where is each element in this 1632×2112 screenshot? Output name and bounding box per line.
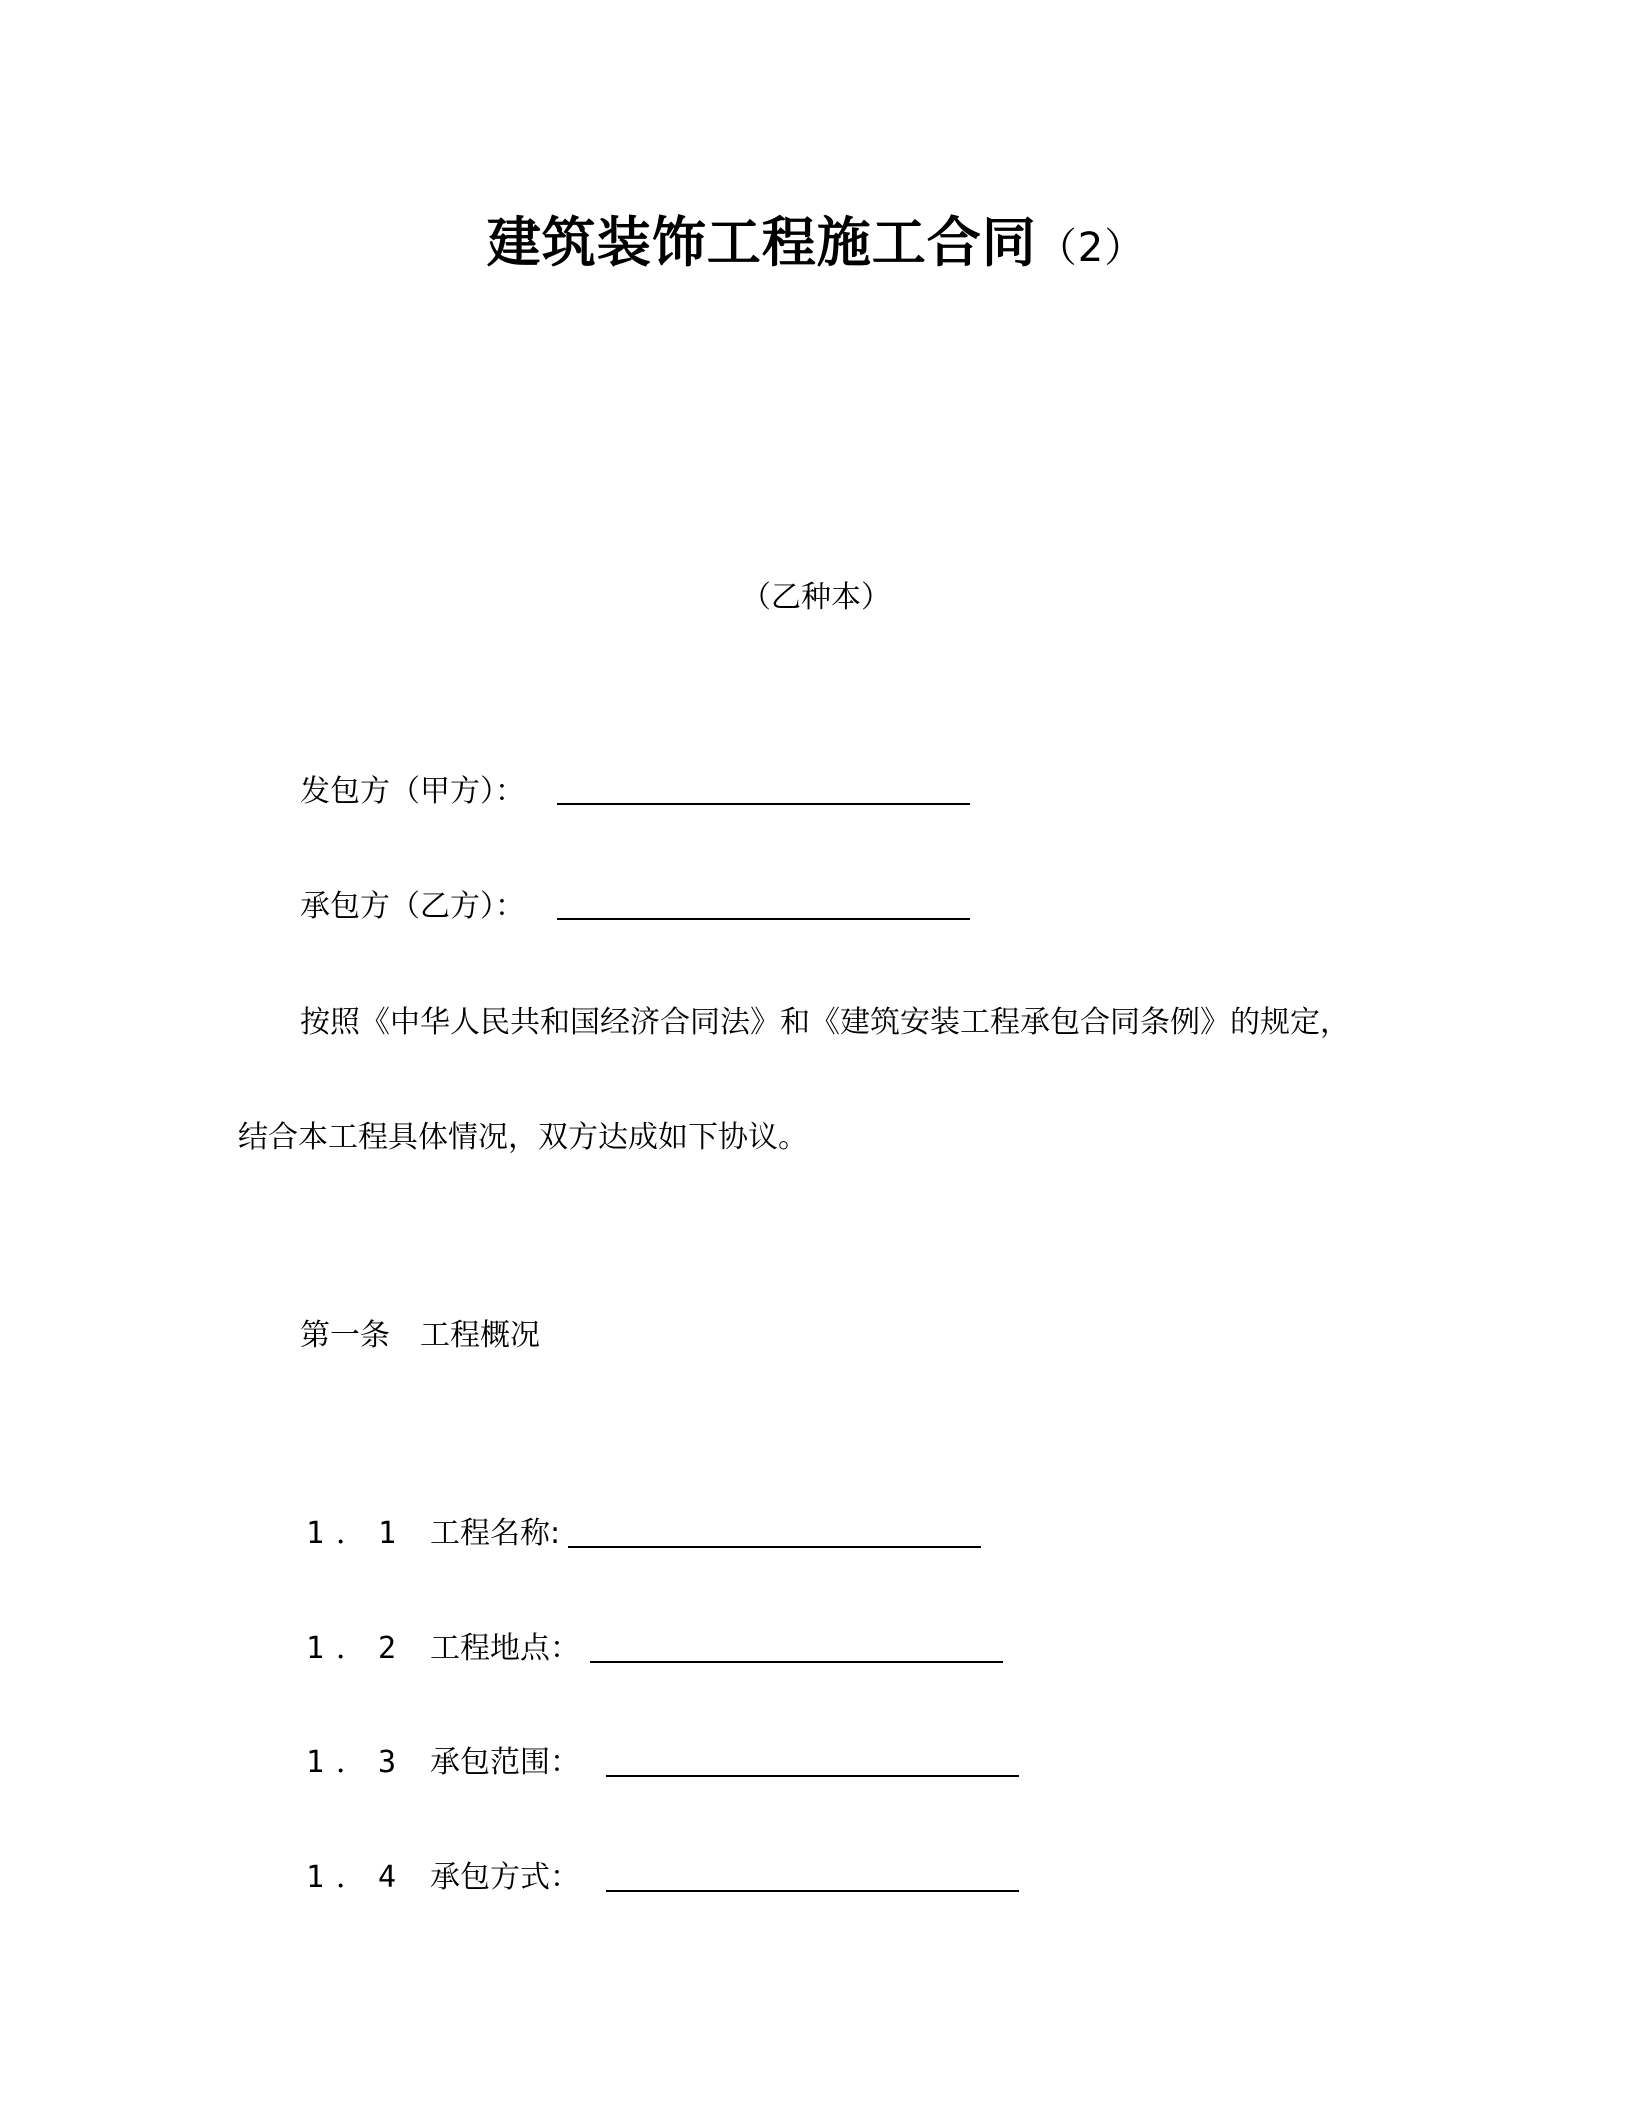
document-title	[0, 200, 1632, 277]
title-main: 建筑装饰工程施工合同	[486, 211, 1037, 274]
item-label-contract-method: 承包方式：	[430, 1860, 580, 1895]
project-name-blank-line[interactable]	[568, 1546, 981, 1548]
preamble-line-2: 结合本工程具体情况，双方达成如下协议。	[238, 1120, 808, 1155]
document-subtitle: （乙种本）	[741, 580, 891, 615]
item-label-project-name: 工程名称:	[430, 1516, 561, 1551]
project-location-blank-line[interactable]	[590, 1661, 1003, 1663]
article-1-heading: 第一条 工程概况	[300, 1318, 540, 1353]
item-number: 1．3	[306, 1745, 409, 1780]
item-number: 1．1	[306, 1516, 409, 1551]
item-number: 1．2	[306, 1631, 409, 1666]
item-label-contract-scope: 承包范围：	[430, 1745, 580, 1780]
title-suffix: （2）	[1036, 225, 1146, 271]
contract-method-blank-line[interactable]	[606, 1890, 1019, 1892]
contract-scope-blank-line[interactable]	[606, 1775, 1019, 1777]
employer-blank-line[interactable]	[557, 803, 970, 805]
preamble-line-1: 按照《中华人民共和国经济合同法》和《建筑安装工程承包合同条例》的规定，	[300, 1005, 1350, 1040]
item-number: 1．4	[306, 1860, 409, 1895]
item-label-project-location: 工程地点：	[430, 1631, 580, 1666]
contractor-label: 承包方（乙方）：	[300, 889, 525, 924]
contractor-blank-line[interactable]	[557, 918, 970, 920]
employer-label: 发包方（甲方）：	[300, 774, 525, 809]
